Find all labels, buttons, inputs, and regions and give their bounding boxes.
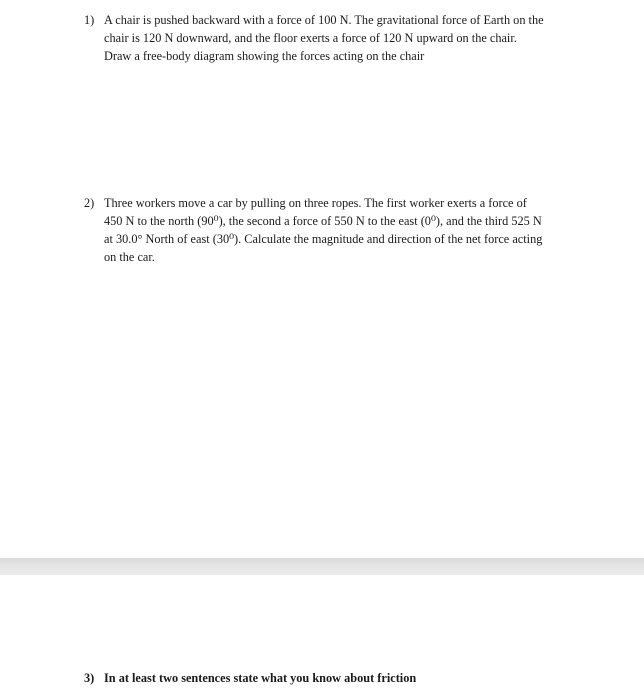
question-number: 1) — [84, 13, 95, 27]
question-line: In at least two sentences state what you know about friction — [104, 671, 417, 685]
question-text — [104, 669, 604, 687]
question-number: 3) — [84, 671, 95, 685]
question-line: on the car. — [104, 250, 155, 264]
question-text — [104, 194, 574, 266]
question-line: at 30.0° North of east (30⁰). Calculate the magnitude and direction of the net force acting — [104, 232, 543, 246]
page-break-divider — [0, 558, 644, 575]
question-line: A chair is pushed backward with a force of 100 N. The gravitational force of Earth on the — [104, 13, 544, 27]
question-number: 2) — [84, 196, 95, 210]
worksheet-page-2 — [0, 575, 644, 700]
question-text — [104, 11, 574, 65]
question-line: Three workers move a car by pulling on three ropes. The first worker exerts a force of — [104, 196, 527, 210]
question-line: chair is 120 N downward, and the floor exerts a force of 120 N upward on the chair. — [104, 31, 517, 45]
question-line: 450 N to the north (90⁰), the second a force of 550 N to the east (0⁰), and the third 525 N — [104, 214, 542, 228]
question-line: Draw a free-body diagram showing the forces acting on the chair — [104, 49, 425, 63]
